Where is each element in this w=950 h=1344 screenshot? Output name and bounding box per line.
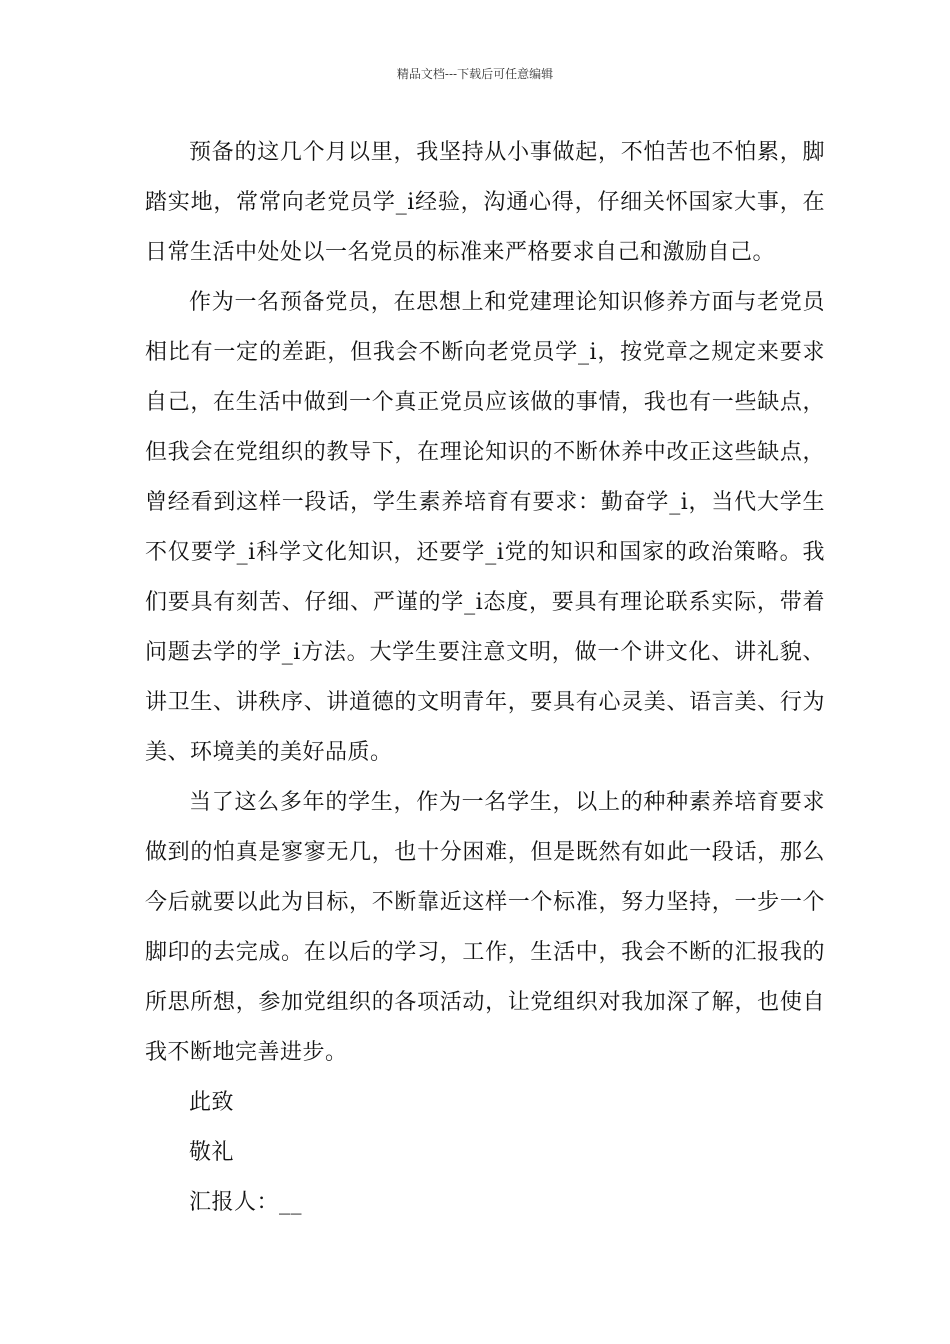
paragraph-2: 作为一名预备党员，在思想上和党建理论知识修养方面与老党员相比有一定的差距，但我会不断向老党员学_i，按党章之规定来要求自己，在生活中做到一个真正党员应该做的事情，我也有一些缺点，但我会在党组织的教导下，在理论知识的不断休养中改正这些缺点，曾经看到这样一段话，学生素养培育有要求：勤奋学_i，当代大学生不仅要学_i科学文化知识，还要学_i党的知识和国家的政治策略。我们要具有刻苦、仔细、严谨的学_i态度，要具有理论联系实际，带着问题去学的学_i方法。大学生要注意文明，做一个讲文化、讲礼貌、讲卫生、讲秩序、讲道德的文明青年，要具有心灵美、语言美、行为美、环境美的美好品质。 [145,290,825,765]
paragraph-1: 预备的这几个月以里，我坚持从小事做起，不怕苦也不怕累，脚踏实地，常常向老党员学_i经验，沟通心得，仔细关怀国家大事，在日常生活中处处以一名党员的标准来严格要求自己和激励自己。 [145,140,825,265]
closing-regards: 敬礼 [189,1140,235,1165]
page-header: 精品文档---下载后可任意编辑 [396,67,554,81]
paragraph-3: 当了这么多年的学生，作为一名学生，以上的种种素养培育要求做到的怕真是寥寥无几，也十分困难，但是既然有如此一段话，那么今后就要以此为目标，不断靠近这样一个标准，努力坚持，一步一个脚印的去完成。在以后的学习，工作，生活中，我会不断的汇报我的所思所想，参加党组织的各项活动，让党组织对我加深了解，也使自我不断地完善进步。 [145,790,825,1065]
closing-salutation: 此致 [189,1090,235,1115]
document-body [145,128,825,1228]
reporter-signature: 汇报人：__ [189,1190,303,1215]
